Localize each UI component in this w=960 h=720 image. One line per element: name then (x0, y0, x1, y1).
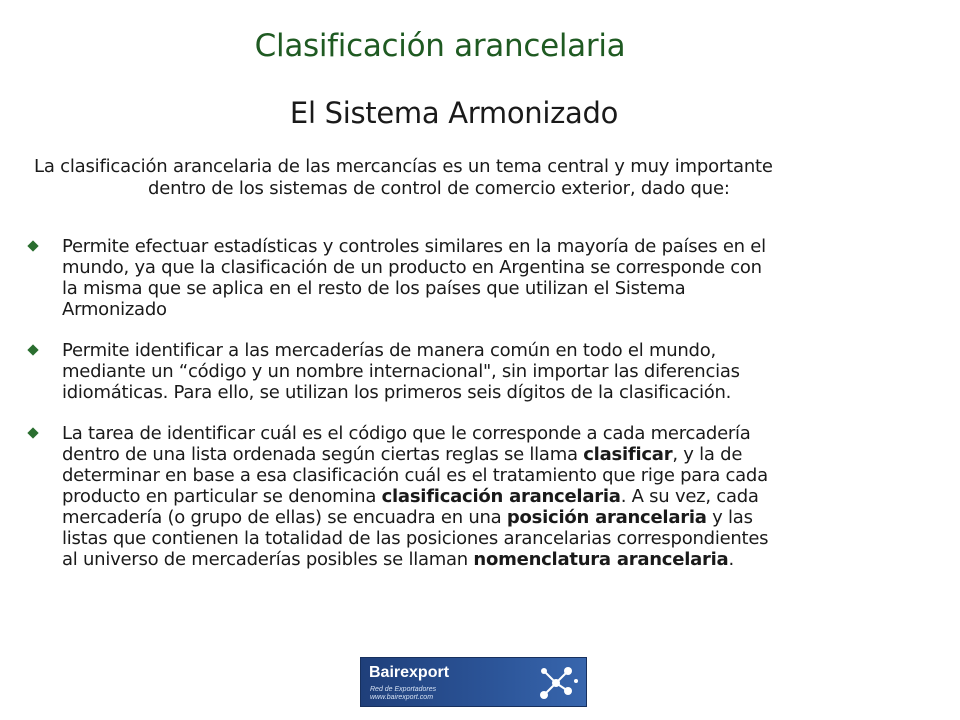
bullet-item (26, 423, 906, 570)
bullet-text: , y la de (672, 444, 743, 465)
intro-paragraph (34, 156, 934, 200)
slide-title: Clasificación arancelaria (254, 28, 626, 64)
bullet-text: dentro de una lista ordenada según ciertas reglas se llama (62, 444, 584, 465)
bullet-text: mercadería (o grupo de ellas) se encuadra en una (62, 507, 507, 528)
bullet-line: determinar en base a esa clasificación cuál es el tratamiento que rige para cada (62, 465, 768, 486)
bullet-text: producto en particular se denomina (62, 486, 382, 507)
bullet-line: Armonizado (62, 299, 167, 320)
bullet-line: mediante un “código y un nombre internacional", sin importar las diferencias (62, 361, 740, 382)
bullet-line: listas que contienen la totalidad de las posiciones arancelarias correspondientes (62, 528, 769, 549)
diamond-bullet-icon (27, 427, 38, 438)
bullet-line: Permite efectuar estadísticas y controles similares en la mayoría de países en el (62, 236, 766, 257)
bullet-text: . (728, 549, 734, 570)
bullet-line: La tarea de identificar cuál es el código que le corresponde a cada mercadería (62, 423, 751, 444)
bold-term: clasificación arancelaria (381, 486, 621, 507)
bold-term: clasificar (583, 444, 673, 465)
bullet-text: . A su vez, cada (620, 486, 759, 507)
logo-url: www.bairexport.com (370, 694, 434, 701)
bullet-list (26, 236, 906, 590)
bold-term: posición arancelaria (506, 507, 707, 528)
bullet-text: y las (706, 507, 753, 528)
bullet-line: idiomáticas. Para ello, se utilizan los primeros seis dígitos de la clasificación. (62, 382, 732, 403)
bullet-line: mundo, ya que la clasificación de un producto en Argentina se corresponde con (62, 257, 762, 278)
slide-subtitle: El Sistema Armonizado (289, 96, 619, 130)
bullet-line: Permite identificar a las mercaderías de manera común en todo el mundo, (62, 340, 716, 361)
bullet-item (26, 236, 906, 320)
bullet-item (26, 340, 906, 403)
bullet-line: la misma que se aplica en el resto de los países que utilizan el Sistema (62, 278, 686, 299)
intro-line: La clasificación arancelaria de las mercancías es un tema central y muy importante (34, 156, 773, 177)
bold-term: nomenclatura arancelaria (473, 549, 729, 570)
bullet-text: al universo de mercaderías posibles se llaman (62, 549, 474, 570)
logo-tagline: Red de Exportadores (370, 686, 437, 693)
intro-line: dentro de los sistemas de control de comercio exterior, dado que: (148, 178, 730, 199)
diamond-bullet-icon (27, 240, 38, 251)
diamond-bullet-icon (27, 344, 38, 355)
bairexport-logo[interactable] (360, 657, 587, 707)
network-logo-icon (536, 661, 580, 703)
logo-name: Bairexport (369, 664, 450, 681)
